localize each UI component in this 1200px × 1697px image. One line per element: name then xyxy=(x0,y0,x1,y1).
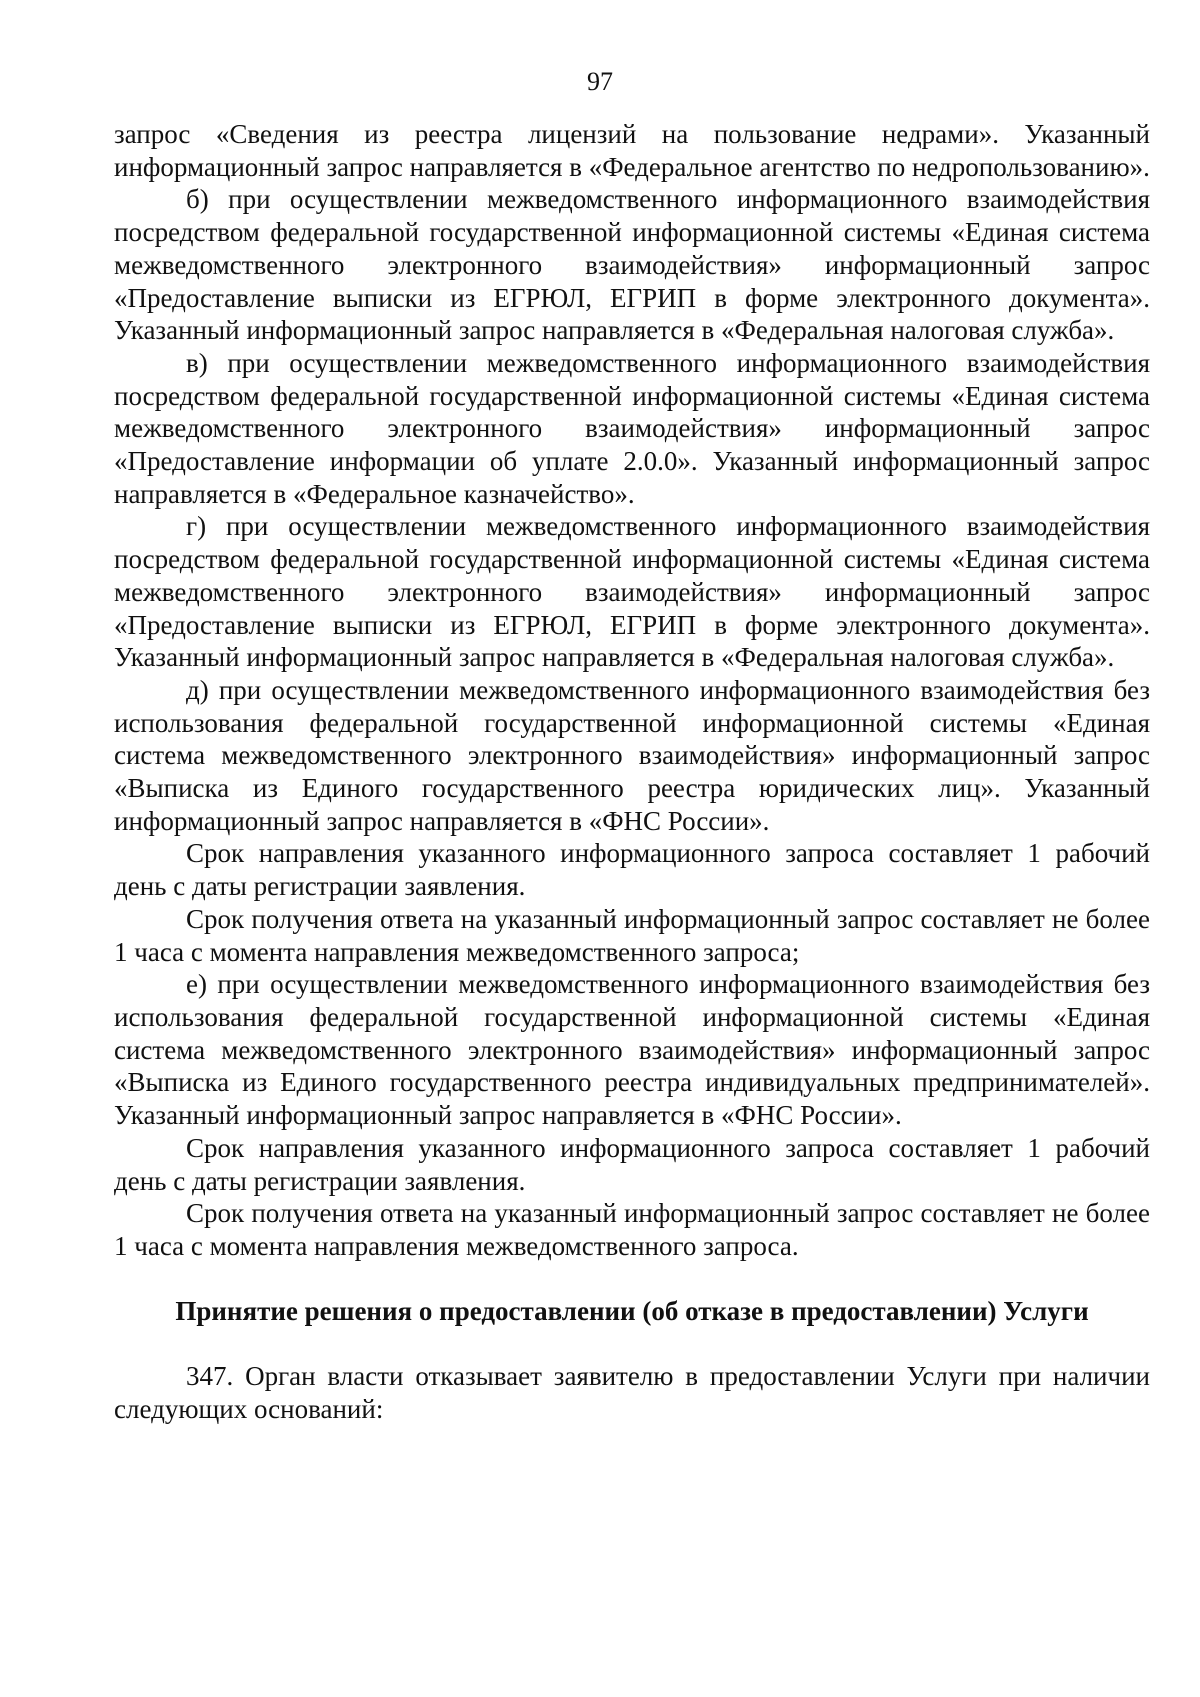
document-body xyxy=(114,118,1150,1426)
paragraph-item-v: в) при осуществлении межведомственного информационного взаимодействия посредством федеральной государственной информационной системы «Единая система межведомственного электронного взаимодействия» информационный запрос «Предоставление информации об уплате 2.0.0». Указанный информационный запрос направляется в «Федеральное казначейство». xyxy=(114,347,1150,509)
paragraph-item-b: б) при осуществлении межведомственного информационного взаимодействия посредством федеральной государственной информационной системы «Единая система межведомственного электронного взаимодействия» информационный запрос «Предоставление выписки из ЕГРЮЛ, ЕГРИП в форме электронного документа». Указанный информационный запрос направляется в «Федеральная налоговая служба». xyxy=(114,184,1150,346)
section-heading: Принятие решения о предоставлении (об отказе в предоставлении) Услуги xyxy=(175,1295,1089,1326)
paragraph-item-e: е) при осуществлении межведомственного информационного взаимодействия без использования федеральной государственной информационной системы «Единая система межведомственного электронного взаимодействия» информационный запрос «Выписка из Единого государственного реестра индивидуальных предпринимателей». Указанный информационный запрос направляется в «ФНС России». xyxy=(114,969,1150,1131)
paragraph-item-g: г) при осуществлении межведомственного информационного взаимодействия посредством федеральной государственной информационной системы «Единая система межведомственного электронного взаимодействия» информационный запрос «Предоставление выписки из ЕГРЮЛ, ЕГРИП в форме электронного документа». Указанный информационный запрос направляется в «Федеральная налоговая служба». xyxy=(114,511,1150,673)
paragraph-deadline-response-e: Срок получения ответа на указанный информационный запрос составляет не более 1 часа с момента направления межведомственного запроса. xyxy=(114,1198,1150,1261)
paragraph-item-d: д) при осуществлении межведомственного информационного взаимодействия без использования федеральной государственной информационной системы «Единая система межведомственного электронного взаимодействия» информационный запрос «Выписка из Единого государственного реестра юридических лиц». Указанный информационный запрос направляется в «ФНС России». xyxy=(114,674,1150,836)
paragraph-deadline-send-d: Срок направления указанного информационного запроса составляет 1 рабочий день с даты регистрации заявления. xyxy=(114,838,1150,902)
paragraph-deadline-send-e: Срок направления указанного информационного запроса составляет 1 рабочий день с даты регистрации заявления. xyxy=(114,1132,1150,1196)
paragraph-347: 347. Орган власти отказывает заявителю в предоставлении Услуги при наличии следующих оснований: xyxy=(114,1361,1150,1425)
paragraph-continuation: запрос «Сведения из реестра лицензий на пользование недрами». Указанный информационный запрос направляется в «Федеральное агентство по недропользованию». xyxy=(114,119,1150,182)
page-number: 97 xyxy=(587,67,613,96)
paragraph-deadline-response-d: Срок получения ответа на указанный информационный запрос составляет не более 1 часа с момента направления межведомственного запроса; xyxy=(114,903,1150,967)
